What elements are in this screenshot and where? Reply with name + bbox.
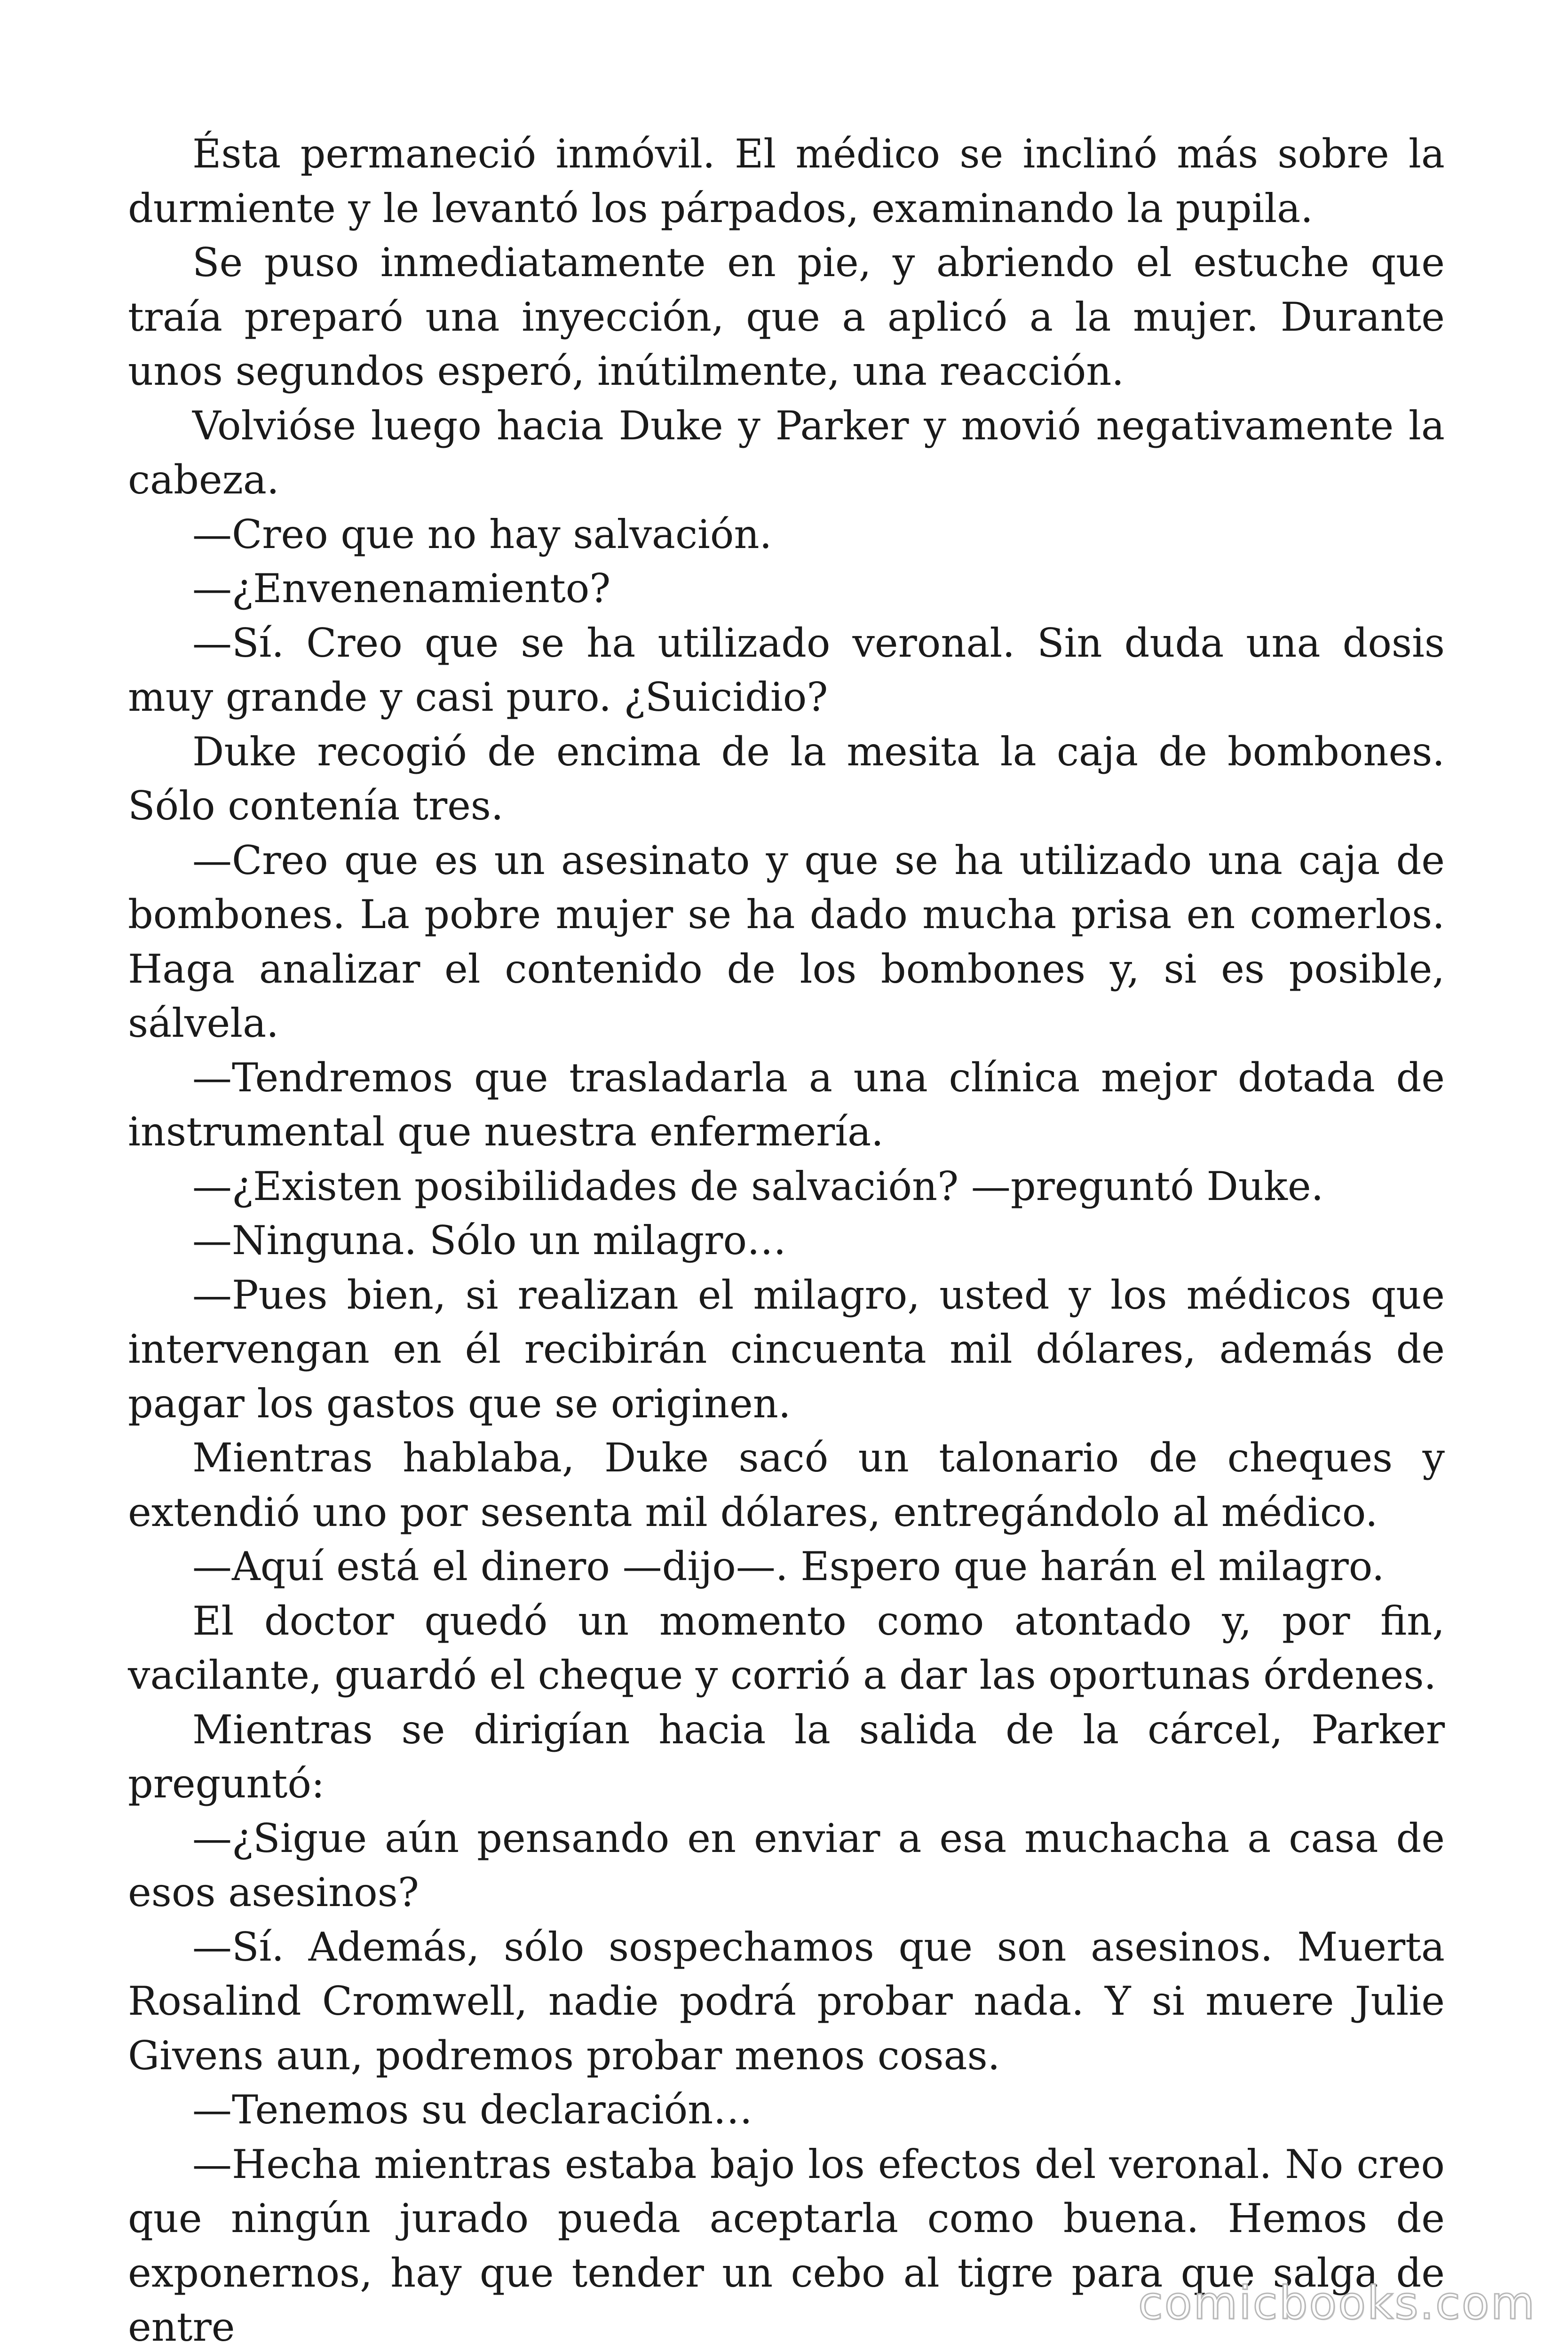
paragraph: —Sí. Además, sólo sospechamos que son asesinos. Muerta Rosalind Cromwell, nadie podrá probar nada. Y si muere Julie Givens aun, podremos probar menos cosas. <box>128 1923 1445 2079</box>
paragraph: —Hecha mientras estaba bajo los efectos del veronal. No creo que ningún jurado pueda aceptarla como buena. Hemos de exponernos, hay que tender un cebo al tigre para que salga de entre <box>128 2141 1445 2350</box>
page-text <box>128 127 1445 2352</box>
paragraph: —Pues bien, si realizan el milagro, usted y los médicos que intervengan en él recibirán cincuenta mil dólares, además de pagar los gastos que se originen. <box>128 1271 1445 1427</box>
paragraph: Mientras se dirigían hacia la salida de la cárcel, Parker preguntó: <box>128 1706 1445 1807</box>
paragraph: —¿Envenenamiento? <box>192 565 611 612</box>
paragraph: Volvióse luego hacia Duke y Parker y movió negativamente la cabeza. <box>128 402 1445 503</box>
paragraph: Se puso inmediatamente en pie, y abriendo el estuche que traía preparó una inyección, que a aplicó a la mujer. Durante unos segundos esperó, inútilmente, una reacción. <box>128 239 1445 394</box>
paragraph: —Creo que no hay salvación. <box>192 511 772 557</box>
paragraph: —¿Existen posibilidades de salvación? —preguntó Duke. <box>192 1163 1324 1209</box>
paragraph: —Tendremos que trasladarla a una clínica mejor dotada de instrumental que nuestra enfermería. <box>128 1054 1445 1155</box>
paragraph: Duke recogió de encima de la mesita la caja de bombones. Sólo contenía tres. <box>128 728 1445 829</box>
paragraph: —Tenemos su declaración… <box>192 2087 753 2133</box>
paragraph: —Ninguna. Sólo un milagro… <box>192 1217 787 1263</box>
paragraph: Ésta permaneció inmóvil. El médico se inclinó más sobre la durmiente y le levantó los párpados, examinando la pupila. <box>128 131 1445 231</box>
paragraph: —Sí. Creo que se ha utilizado veronal. Sin duda una dosis muy grande y casi puro. ¿Suicidio? <box>128 620 1445 720</box>
paragraph: —¿Sigue aún pensando en enviar a esa muchacha a casa de esos asesinos? <box>128 1815 1445 1915</box>
paragraph: —Creo que es un asesinato y que se ha utilizado una caja de bombones. La pobre mujer se ha dado mucha prisa en comerlos. Haga analizar el contenido de los bombones y, si es posible, sálvela. <box>128 837 1445 1046</box>
paragraph: —Aquí está el dinero —dijo—. Espero que harán el milagro. <box>192 1543 1385 1589</box>
paragraph: El doctor quedó un momento como atontado y, por fin, vacilante, guardó el cheque y corrió a dar las oportunas órdenes. <box>128 1597 1445 1698</box>
paragraph: Mientras hablaba, Duke sacó un talonario de cheques y extendió uno por sesenta mil dólares, entregándolo al médico. <box>128 1435 1445 1535</box>
watermark: comicbooks.com <box>1138 2277 1536 2329</box>
